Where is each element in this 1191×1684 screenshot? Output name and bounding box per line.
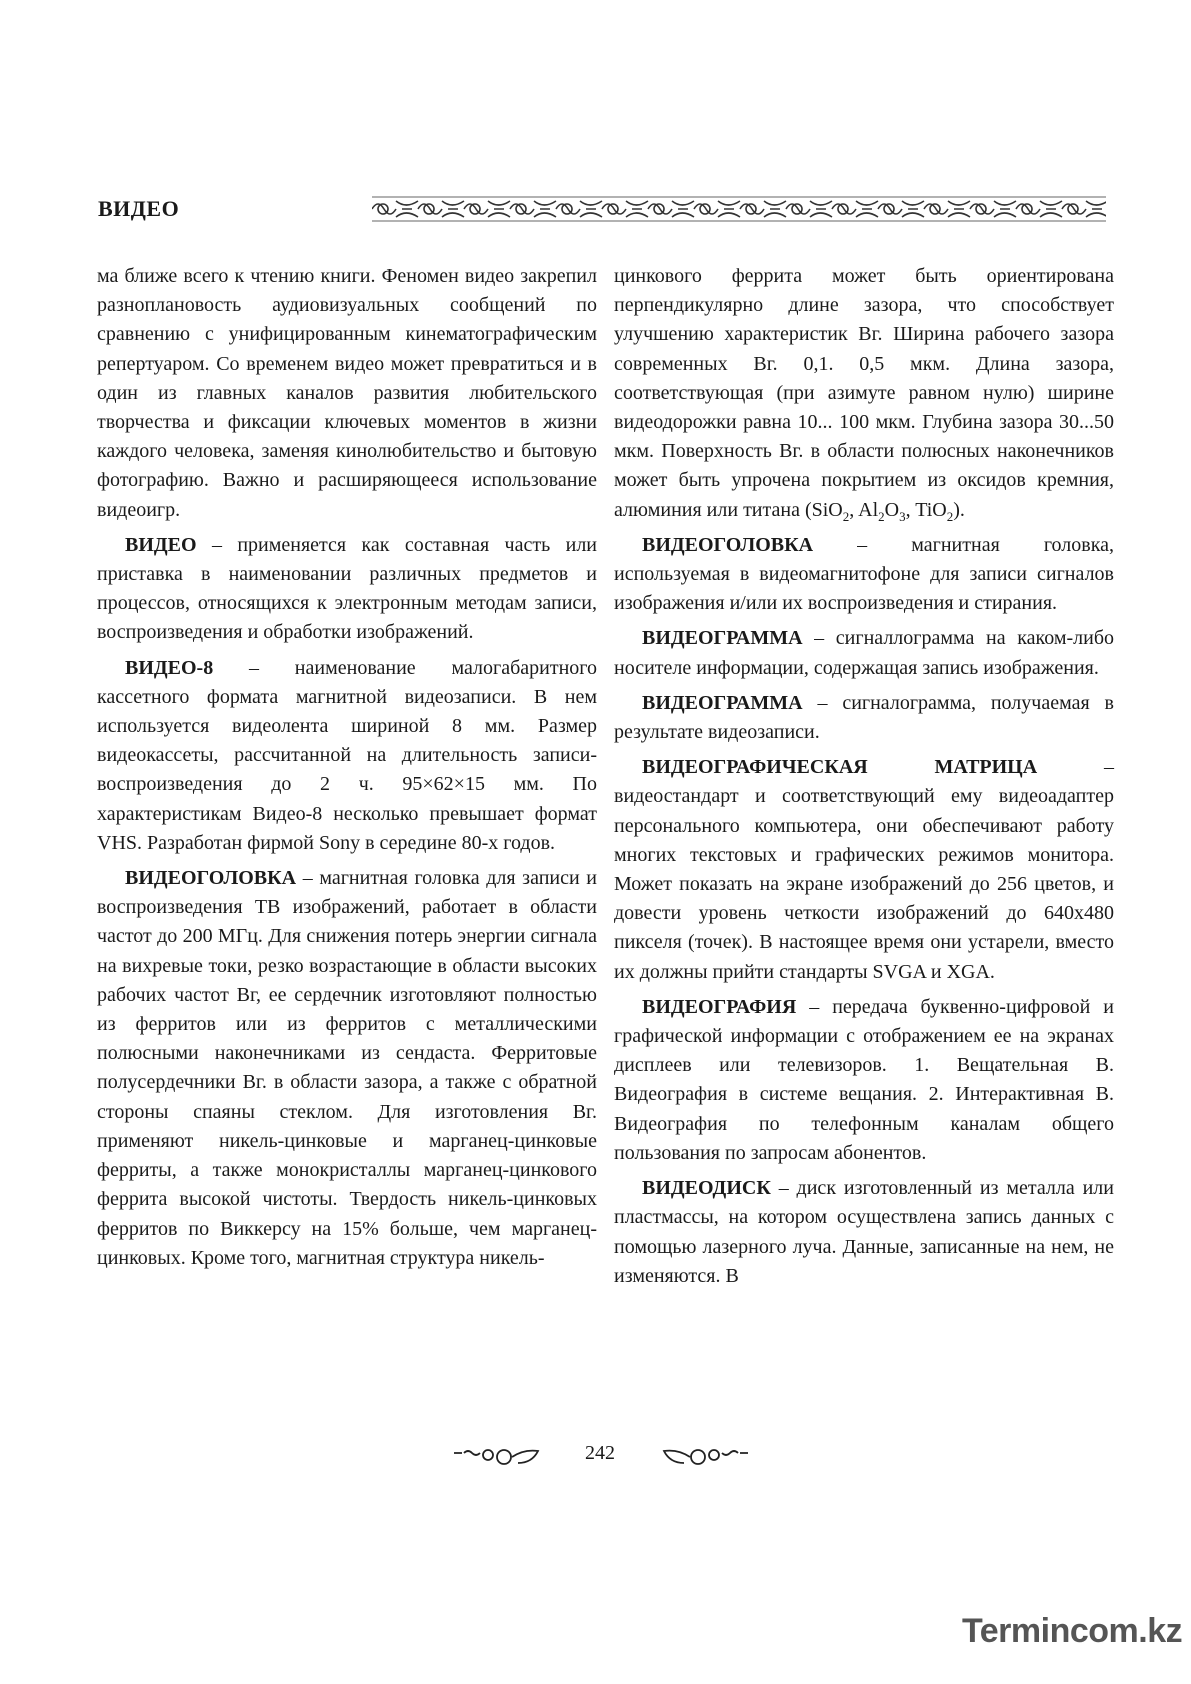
formula-subscript: 2 [842, 508, 850, 524]
entry-term: ВИДЕОГРАФИЯ [642, 995, 797, 1018]
entry-term: ВИДЕО [125, 533, 197, 556]
entry-definition: – диск изготовленный из металла или пластмассы, на котором осуществлена запись данных с помощью лазерного луча. Данные, записанные на нем, не изменяются. В [614, 1177, 1114, 1287]
formula-text: , Al [849, 498, 879, 521]
entry-videogramma-2 [614, 689, 1114, 747]
site-watermark-logo: Termincom.kz [962, 1612, 1183, 1650]
entry-term: ВИДЕОГРАФИЧЕСКАЯ МАТРИЦА [642, 756, 1038, 779]
entry-term: ВИДЕОГРАММА [642, 627, 803, 650]
entry-videodisk [614, 1174, 1114, 1291]
entry-definition: – видеостандарт и соответствующий ему видеоадаптер персонального компьютера, они обеспечивают работу многих текстовых и графических режимов монитора. Может показать на экране изображений до 256 цветов, и довести уровень четкости изображений до 640х480 пикселя (точек). В настоящее время они устарели, вместо их должны прийти стандарты SVGA и XGA. [614, 756, 1114, 983]
paragraph-continuation [614, 262, 1114, 525]
entry-term: ВИДЕОГРАММА [642, 691, 803, 714]
left-column [97, 262, 597, 1273]
formula-subscript: 3 [899, 508, 906, 524]
formula-subscript: 2 [946, 508, 954, 524]
header-ornament-icon [372, 196, 1106, 222]
entry-definition: – сигналлограмма на каком-либо носителе информации, содержащая запись изображения. [614, 627, 1114, 679]
entry-definition: – применяется как составная часть или приставка в наименовании различных предметов и процессов, относящихся к электронным методам записи, воспроизведения и обработки изображений. [97, 533, 597, 644]
entry-definition: – сигналограмма, получаемая в результате видеозаписи. [614, 691, 1114, 744]
entry-videographic-matrix [614, 753, 1114, 987]
entry-term: ВИДЕОГОЛОВКА [125, 867, 297, 890]
formula-subscript: 2 [878, 508, 885, 524]
entry-term: ВИДЕОГОЛОВКА [642, 533, 814, 556]
formula-text: , TiO [905, 498, 947, 521]
footer-swirl-left-icon [452, 1445, 542, 1469]
continuation-text: цинкового феррита может быть ориентирована перпендикулярно длине зазора, что способствует улучшению характеристик Вг. Ширина рабочего зазора современных Вг. 0,1. 0,5 мкм. Длина зазора, соответствующая (при азимуте равном нулю) ширине видеодорожки равна 10... 100 мкм. Глубина зазора 30...50 мкм. Поверхность Вг. в области полюсных наконечников может быть упрочена покрытием из оксидов кремния, алюминия или титана (SiO [614, 265, 1114, 521]
entry-video [97, 531, 597, 648]
paragraph-continuation: ма ближе всего к чтению книги. Феномен видео закрепил разноплановость аудиовизуальных сообщений по сравнению с унифицированным кинематографическим репертуаром. Со временем видео может превратиться и в один из главных каналов развития любительского творчества и фиксации ключевых моментов в жизни каждого человека, заменяя кинолюбительство и бытовую фотографию. Важно и расширяющееся использование видеоигр. [97, 265, 597, 521]
footer-swirl-right-icon [660, 1445, 750, 1469]
entry-videogolovka [97, 864, 597, 1273]
entry-term: ВИДЕОДИСК [642, 1177, 771, 1200]
entry-definition: – магнитная головка для записи и воспроизведения ТВ изображений, работает в области частот до 200 МГц. Для снижения потерь энергии сигнала на вихревые токи, резко возрастающие в области высоких рабочих частот Вг, ее сердечник изготовляют полностью из ферритов или из ферритов с металлическими полюсными наконечниками из сендаста. Ферритовые полусердечники Вг. в области зазора, а также с обратной стороны спаяны стеклом. Для изготовления Вг. применяют никель-цинковые и марганец-цинковые ферриты, а также монокристаллы марганец-цинкового феррита высокой чистоты. Твердость никель-цинковых ферритов по Виккерсу на 15% больше, чем марганец-цинковых. Кроме того, магнитная структура никель- [97, 867, 597, 1269]
entry-definition: – наименование малогабаритного кассетного формата магнитной видеозаписи. В нем используется видеолента шириной 8 мм. Размер видеокассеты, рассчитанной на длительность записи-воспроизведения до 2 ч. 95×62×15 мм. По характеристикам Видео-8 несколько превышает формат VHS. Разработан фирмой Sony в середине 80-х годов. [97, 656, 597, 854]
entry-term: ВИДЕО-8 [125, 656, 214, 679]
formula-text: O [884, 498, 900, 521]
entry-definition: – передача буквенно-цифровой и графической информации с отображением ее на экранах дисплеев или телевизоров. 1. Вещательная В. Видеография в системе вещания. 2. Интерактивная В. Видеография по телефонным каналам общего пользования по запросам абонентов. [614, 995, 1114, 1164]
entry-definition: – магнитная головка, используемая в видеомагнитофоне для записи сигналов изображения и/или их воспроизведения и стирания. [614, 533, 1114, 615]
entry-video-8 [97, 654, 597, 858]
entry-videografiya [614, 993, 1114, 1168]
entry-videogramma [614, 624, 1114, 682]
entry-videogolovka-2 [614, 531, 1114, 619]
formula-text: ). [953, 498, 965, 521]
page-number: 242 [585, 1442, 615, 1464]
running-header-title: ВИДЕО [98, 196, 180, 221]
right-column [614, 262, 1114, 1291]
